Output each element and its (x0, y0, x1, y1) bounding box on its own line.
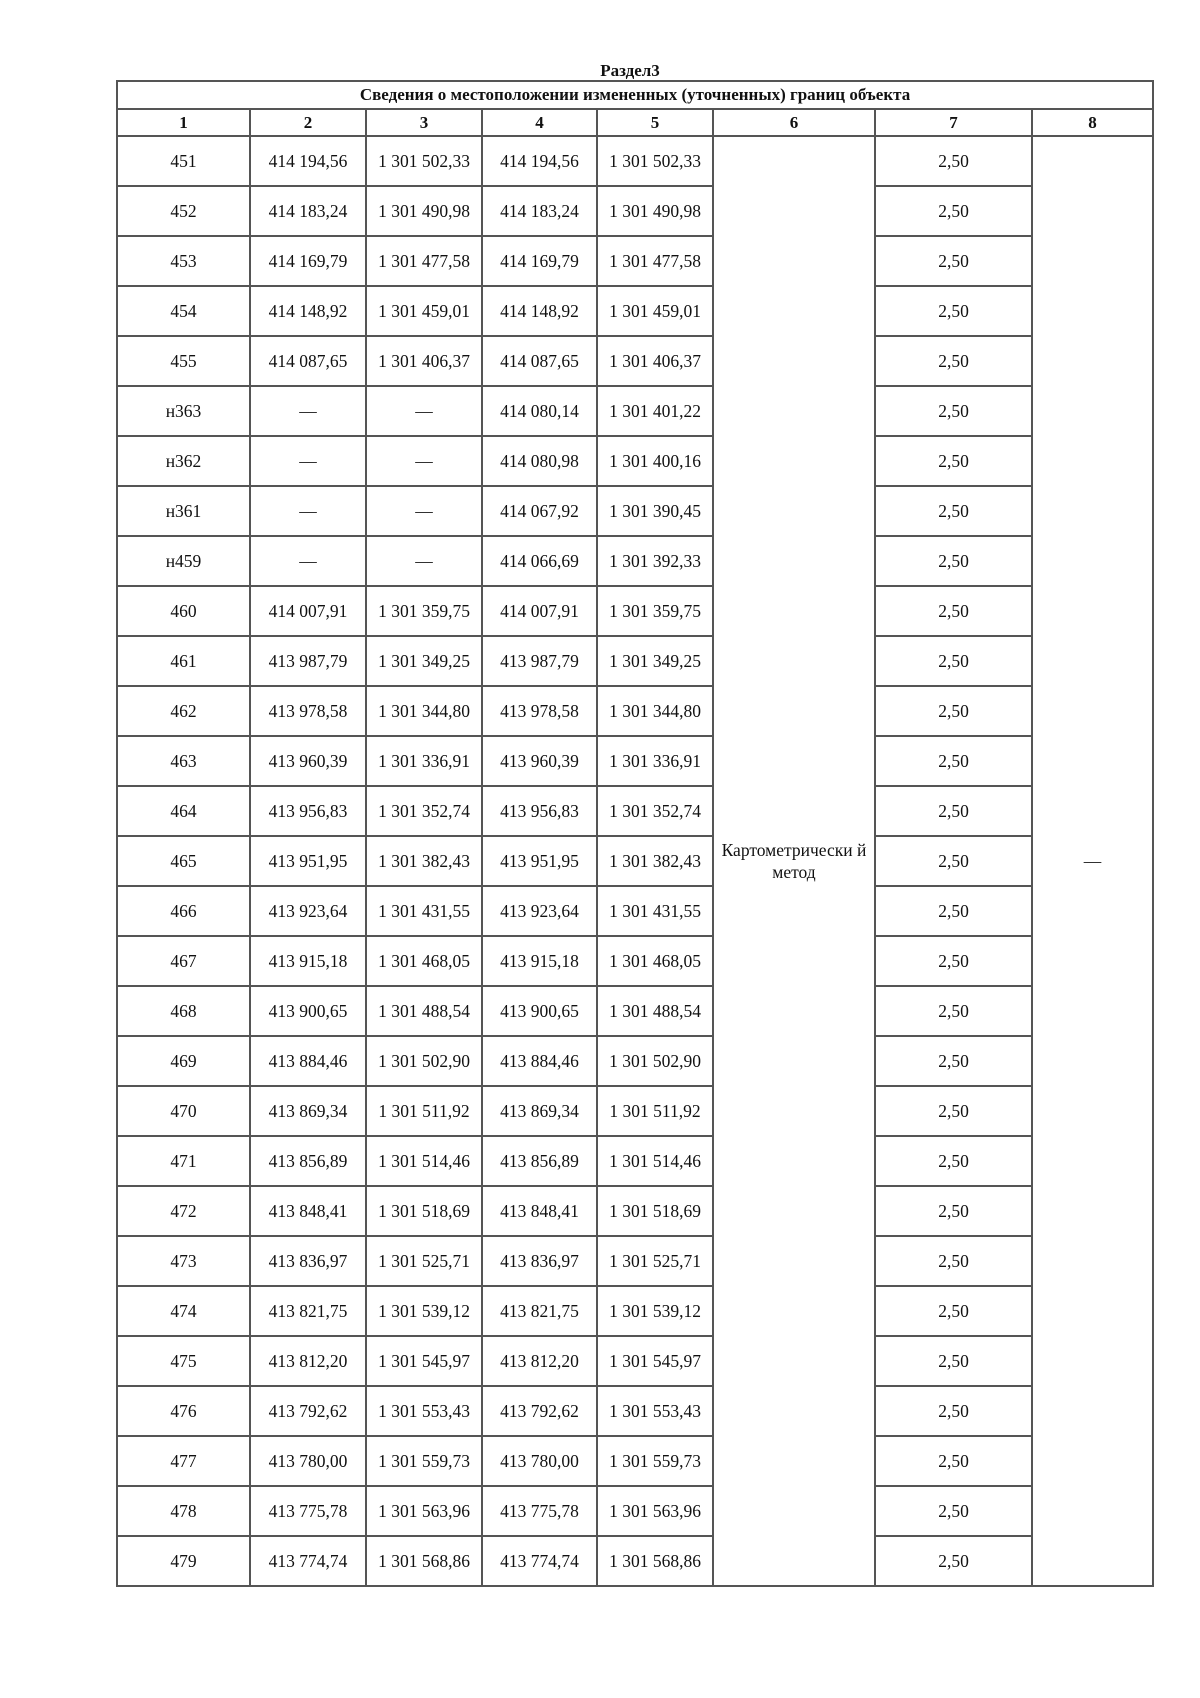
accuracy-cell: 2,50 (875, 1086, 1032, 1136)
accuracy-cell: 2,50 (875, 736, 1032, 786)
new-y-cell: 1 301 390,45 (597, 486, 713, 536)
old-y-cell: — (366, 486, 482, 536)
table-row (117, 886, 1153, 936)
point-number-cell: 452 (117, 186, 250, 236)
table-row (117, 386, 1153, 436)
new-x-cell: 413 774,74 (482, 1536, 597, 1586)
old-x-cell: 413 774,74 (250, 1536, 366, 1586)
accuracy-cell: 2,50 (875, 686, 1032, 736)
accuracy-cell: 2,50 (875, 1036, 1032, 1086)
accuracy-cell: 2,50 (875, 1286, 1032, 1336)
old-y-cell: — (366, 536, 482, 586)
old-x-cell: 413 848,41 (250, 1186, 366, 1236)
point-number-cell: 471 (117, 1136, 250, 1186)
new-x-cell: 413 869,34 (482, 1086, 597, 1136)
new-x-cell: 413 884,46 (482, 1036, 597, 1086)
new-y-cell: 1 301 525,71 (597, 1236, 713, 1286)
old-x-cell: — (250, 536, 366, 586)
new-x-cell: 413 812,20 (482, 1336, 597, 1386)
old-x-cell: — (250, 486, 366, 536)
old-x-cell: 413 780,00 (250, 1436, 366, 1486)
column-header-8: 8 (1032, 109, 1153, 136)
point-number-cell: 473 (117, 1236, 250, 1286)
new-y-cell: 1 301 352,74 (597, 786, 713, 836)
table-row (117, 1086, 1153, 1136)
point-number-cell: 470 (117, 1086, 250, 1136)
new-y-cell: 1 301 563,96 (597, 1486, 713, 1536)
old-x-cell: 413 960,39 (250, 736, 366, 786)
table-row (117, 686, 1153, 736)
old-x-cell: — (250, 386, 366, 436)
new-x-cell: 413 775,78 (482, 1486, 597, 1536)
new-y-cell: 1 301 488,54 (597, 986, 713, 1036)
accuracy-cell: 2,50 (875, 1436, 1032, 1486)
old-x-cell: 413 775,78 (250, 1486, 366, 1536)
old-y-cell: 1 301 545,97 (366, 1336, 482, 1386)
new-y-cell: 1 301 431,55 (597, 886, 713, 936)
point-number-cell: 469 (117, 1036, 250, 1086)
old-y-cell: 1 301 336,91 (366, 736, 482, 786)
point-number-cell: 466 (117, 886, 250, 936)
column-header-1: 1 (117, 109, 250, 136)
new-y-cell: 1 301 336,91 (597, 736, 713, 786)
new-y-cell: 1 301 344,80 (597, 686, 713, 736)
old-y-cell: 1 301 352,74 (366, 786, 482, 836)
old-x-cell: 413 900,65 (250, 986, 366, 1036)
point-number-cell: 467 (117, 936, 250, 986)
new-y-cell: 1 301 401,22 (597, 386, 713, 436)
new-x-cell: 413 856,89 (482, 1136, 597, 1186)
point-number-cell: 454 (117, 286, 250, 336)
new-x-cell: 414 007,91 (482, 586, 597, 636)
table-row (117, 836, 1153, 886)
new-y-cell: 1 301 518,69 (597, 1186, 713, 1236)
point-number-cell: 465 (117, 836, 250, 886)
point-number-cell: 472 (117, 1186, 250, 1236)
point-number-cell: н363 (117, 386, 250, 436)
new-y-cell: 1 301 511,92 (597, 1086, 713, 1136)
accuracy-cell: 2,50 (875, 836, 1032, 886)
new-y-cell: 1 301 559,73 (597, 1436, 713, 1486)
table-row (117, 786, 1153, 836)
old-y-cell: 1 301 539,12 (366, 1286, 482, 1336)
point-number-cell: 461 (117, 636, 250, 686)
column-header-5: 5 (597, 109, 713, 136)
accuracy-cell: 2,50 (875, 386, 1032, 436)
new-x-cell: 413 951,95 (482, 836, 597, 886)
old-y-cell: 1 301 553,43 (366, 1386, 482, 1436)
old-y-cell: — (366, 386, 482, 436)
old-x-cell: 413 978,58 (250, 686, 366, 736)
new-y-cell: 1 301 514,46 (597, 1136, 713, 1186)
new-y-cell: 1 301 502,33 (597, 136, 713, 186)
table-row (117, 1536, 1153, 1586)
new-y-cell: 1 301 349,25 (597, 636, 713, 686)
new-x-cell: 413 987,79 (482, 636, 597, 686)
old-y-cell: 1 301 468,05 (366, 936, 482, 986)
new-y-cell: 1 301 490,98 (597, 186, 713, 236)
column-header-6: 6 (713, 109, 875, 136)
old-x-cell: 414 007,91 (250, 586, 366, 636)
table-row (117, 1136, 1153, 1186)
note-cell: — (1032, 136, 1153, 1586)
column-header-7: 7 (875, 109, 1032, 136)
new-y-cell: 1 301 468,05 (597, 936, 713, 986)
table-row (117, 486, 1153, 536)
table-caption: Сведения о местоположении измененных (уточненных) границ объекта (117, 81, 1153, 109)
accuracy-cell: 2,50 (875, 136, 1032, 186)
table-row (117, 986, 1153, 1036)
old-x-cell: 413 884,46 (250, 1036, 366, 1086)
table-row (117, 536, 1153, 586)
old-x-cell: 414 169,79 (250, 236, 366, 286)
accuracy-cell: 2,50 (875, 336, 1032, 386)
new-y-cell: 1 301 477,58 (597, 236, 713, 286)
point-number-cell: 468 (117, 986, 250, 1036)
table-row (117, 336, 1153, 386)
new-x-cell: 414 087,65 (482, 336, 597, 386)
table-row (117, 1436, 1153, 1486)
old-x-cell: 413 956,83 (250, 786, 366, 836)
old-x-cell: 413 836,97 (250, 1236, 366, 1286)
point-number-cell: 453 (117, 236, 250, 286)
old-y-cell: 1 301 406,37 (366, 336, 482, 386)
boundary-table (116, 80, 1154, 1587)
column-header-2: 2 (250, 109, 366, 136)
accuracy-cell: 2,50 (875, 1186, 1032, 1236)
point-number-cell: 475 (117, 1336, 250, 1386)
old-x-cell: 414 194,56 (250, 136, 366, 186)
old-y-cell: 1 301 511,92 (366, 1086, 482, 1136)
point-number-cell: 464 (117, 786, 250, 836)
new-x-cell: 414 080,98 (482, 436, 597, 486)
accuracy-cell: 2,50 (875, 986, 1032, 1036)
accuracy-cell: 2,50 (875, 886, 1032, 936)
new-y-cell: 1 301 539,12 (597, 1286, 713, 1336)
old-y-cell: 1 301 518,69 (366, 1186, 482, 1236)
new-y-cell: 1 301 502,90 (597, 1036, 713, 1086)
old-y-cell: 1 301 568,86 (366, 1536, 482, 1586)
new-x-cell: 414 080,14 (482, 386, 597, 436)
accuracy-cell: 2,50 (875, 436, 1032, 486)
accuracy-cell: 2,50 (875, 1536, 1032, 1586)
point-number-cell: 460 (117, 586, 250, 636)
point-number-cell: 463 (117, 736, 250, 786)
new-x-cell: 413 780,00 (482, 1436, 597, 1486)
accuracy-cell: 2,50 (875, 186, 1032, 236)
table-row (117, 586, 1153, 636)
table-row (117, 186, 1153, 236)
table-row (117, 1336, 1153, 1386)
table-row (117, 736, 1153, 786)
section-title: Раздел3 (600, 61, 660, 80)
new-y-cell: 1 301 382,43 (597, 836, 713, 886)
old-x-cell: 414 148,92 (250, 286, 366, 336)
table-row (117, 436, 1153, 486)
accuracy-cell: 2,50 (875, 586, 1032, 636)
old-x-cell: 413 869,34 (250, 1086, 366, 1136)
accuracy-cell: 2,50 (875, 1486, 1032, 1536)
new-x-cell: 413 978,58 (482, 686, 597, 736)
point-number-cell: н459 (117, 536, 250, 586)
old-y-cell: 1 301 490,98 (366, 186, 482, 236)
old-y-cell: — (366, 436, 482, 486)
table-row (117, 636, 1153, 686)
old-x-cell: 413 987,79 (250, 636, 366, 686)
accuracy-cell: 2,50 (875, 1386, 1032, 1436)
new-x-cell: 413 960,39 (482, 736, 597, 786)
table-header-row (117, 109, 1153, 136)
old-y-cell: 1 301 382,43 (366, 836, 482, 886)
table-row (117, 136, 1153, 186)
accuracy-cell: 2,50 (875, 1336, 1032, 1386)
new-x-cell: 413 836,97 (482, 1236, 597, 1286)
new-y-cell: 1 301 568,86 (597, 1536, 713, 1586)
old-x-cell: 413 915,18 (250, 936, 366, 986)
point-number-cell: н361 (117, 486, 250, 536)
point-number-cell: 462 (117, 686, 250, 736)
new-x-cell: 413 792,62 (482, 1386, 597, 1436)
old-x-cell: 413 923,64 (250, 886, 366, 936)
table-row (117, 1186, 1153, 1236)
new-x-cell: 413 848,41 (482, 1186, 597, 1236)
accuracy-cell: 2,50 (875, 636, 1032, 686)
new-x-cell: 414 066,69 (482, 536, 597, 586)
new-y-cell: 1 301 392,33 (597, 536, 713, 586)
old-y-cell: 1 301 344,80 (366, 686, 482, 736)
old-y-cell: 1 301 502,90 (366, 1036, 482, 1086)
table-row (117, 1036, 1153, 1086)
old-y-cell: 1 301 359,75 (366, 586, 482, 636)
table-row (117, 1236, 1153, 1286)
old-x-cell: 413 856,89 (250, 1136, 366, 1186)
old-y-cell: 1 301 525,71 (366, 1236, 482, 1286)
table-row (117, 1486, 1153, 1536)
new-x-cell: 413 956,83 (482, 786, 597, 836)
old-y-cell: 1 301 477,58 (366, 236, 482, 286)
point-number-cell: 451 (117, 136, 250, 186)
accuracy-cell: 2,50 (875, 536, 1032, 586)
point-number-cell: 476 (117, 1386, 250, 1436)
old-y-cell: 1 301 488,54 (366, 986, 482, 1036)
old-x-cell: — (250, 436, 366, 486)
table-row (117, 286, 1153, 336)
method-cell: Картометрически й метод (713, 136, 875, 1586)
accuracy-cell: 2,50 (875, 786, 1032, 836)
new-x-cell: 413 821,75 (482, 1286, 597, 1336)
old-x-cell: 413 812,20 (250, 1336, 366, 1386)
new-y-cell: 1 301 553,43 (597, 1386, 713, 1436)
old-x-cell: 413 821,75 (250, 1286, 366, 1336)
new-y-cell: 1 301 545,97 (597, 1336, 713, 1386)
new-x-cell: 413 923,64 (482, 886, 597, 936)
new-x-cell: 414 169,79 (482, 236, 597, 286)
old-x-cell: 414 087,65 (250, 336, 366, 386)
old-y-cell: 1 301 349,25 (366, 636, 482, 686)
old-y-cell: 1 301 502,33 (366, 136, 482, 186)
old-x-cell: 414 183,24 (250, 186, 366, 236)
accuracy-cell: 2,50 (875, 1236, 1032, 1286)
new-x-cell: 413 900,65 (482, 986, 597, 1036)
new-x-cell: 414 194,56 (482, 136, 597, 186)
table-body (117, 136, 1153, 1586)
accuracy-cell: 2,50 (875, 486, 1032, 536)
column-header-3: 3 (366, 109, 482, 136)
point-number-cell: 455 (117, 336, 250, 386)
column-header-4: 4 (482, 109, 597, 136)
table-row (117, 1386, 1153, 1436)
point-number-cell: 477 (117, 1436, 250, 1486)
accuracy-cell: 2,50 (875, 236, 1032, 286)
new-y-cell: 1 301 400,16 (597, 436, 713, 486)
accuracy-cell: 2,50 (875, 936, 1032, 986)
accuracy-cell: 2,50 (875, 286, 1032, 336)
new-x-cell: 413 915,18 (482, 936, 597, 986)
table-caption-row (117, 81, 1153, 109)
accuracy-cell: 2,50 (875, 1136, 1032, 1186)
point-number-cell: 474 (117, 1286, 250, 1336)
point-number-cell: 479 (117, 1536, 250, 1586)
table-row (117, 236, 1153, 286)
old-y-cell: 1 301 563,96 (366, 1486, 482, 1536)
new-x-cell: 414 183,24 (482, 186, 597, 236)
old-y-cell: 1 301 431,55 (366, 886, 482, 936)
old-y-cell: 1 301 559,73 (366, 1436, 482, 1486)
old-x-cell: 413 792,62 (250, 1386, 366, 1436)
point-number-cell: н362 (117, 436, 250, 486)
new-x-cell: 414 067,92 (482, 486, 597, 536)
new-x-cell: 414 148,92 (482, 286, 597, 336)
new-y-cell: 1 301 406,37 (597, 336, 713, 386)
old-y-cell: 1 301 459,01 (366, 286, 482, 336)
old-y-cell: 1 301 514,46 (366, 1136, 482, 1186)
new-y-cell: 1 301 459,01 (597, 286, 713, 336)
new-y-cell: 1 301 359,75 (597, 586, 713, 636)
old-x-cell: 413 951,95 (250, 836, 366, 886)
point-number-cell: 478 (117, 1486, 250, 1536)
table-row (117, 936, 1153, 986)
table-row (117, 1286, 1153, 1336)
